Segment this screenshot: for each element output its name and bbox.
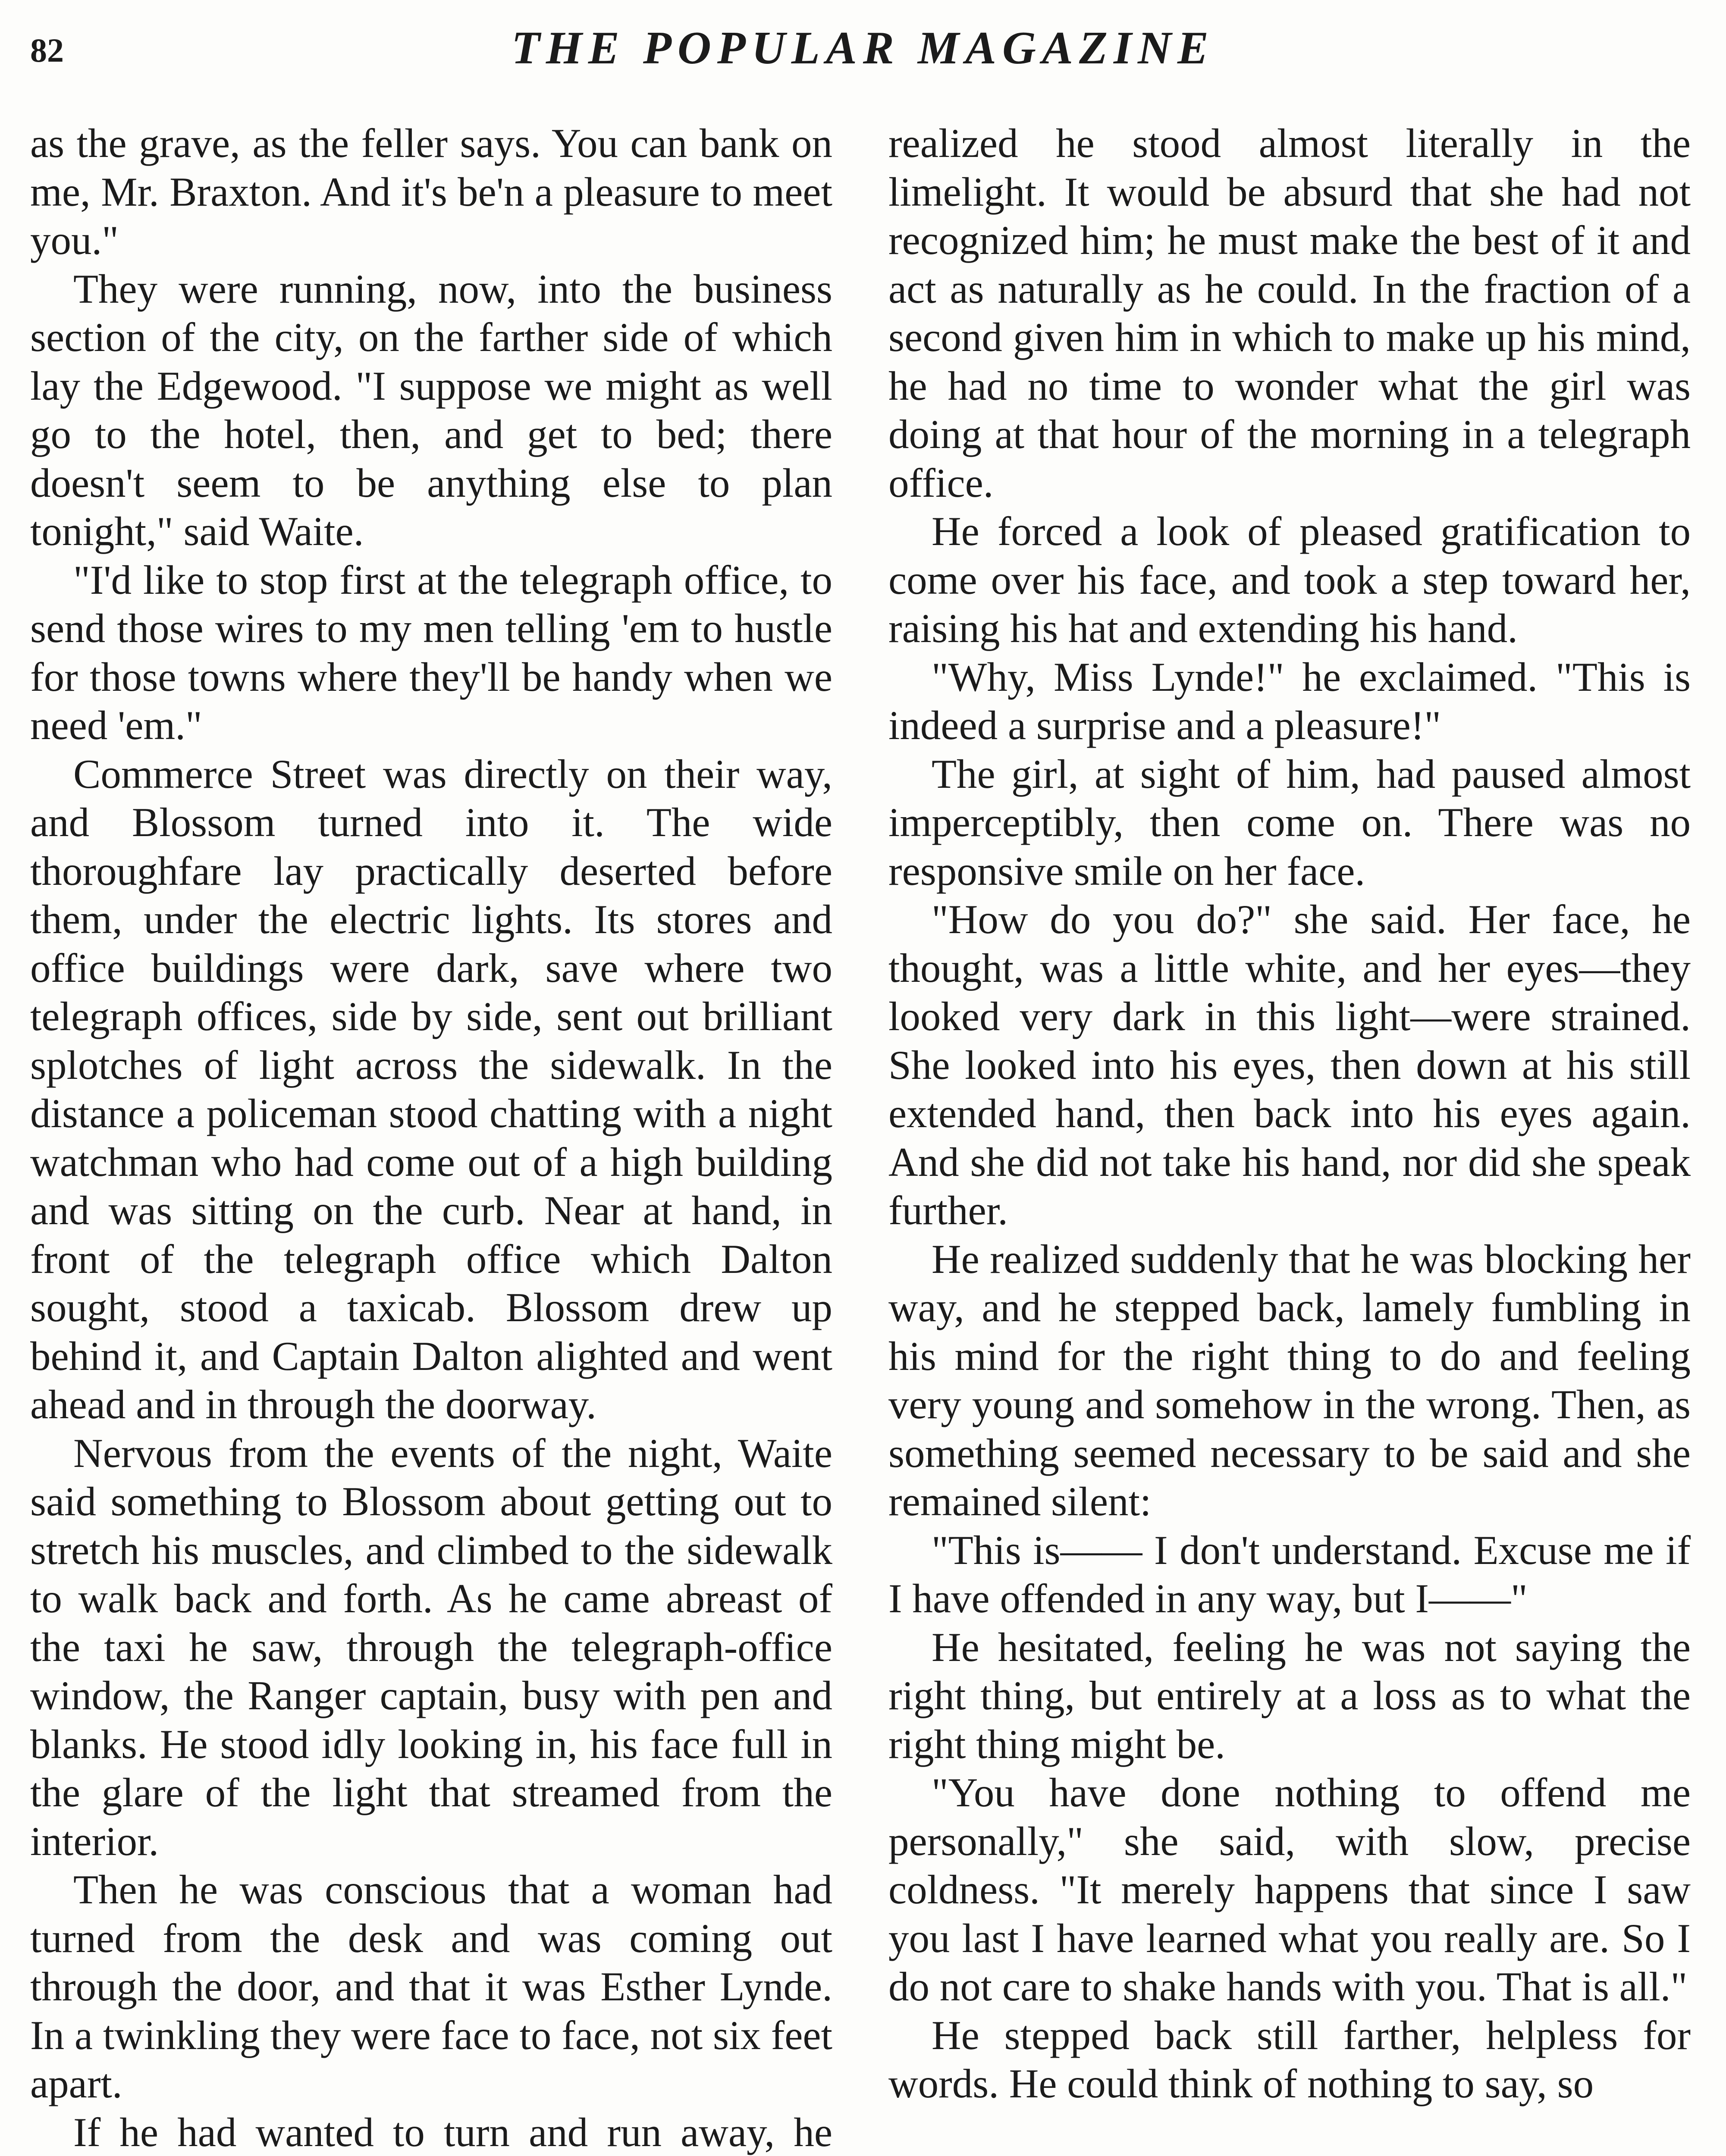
left-column <box>30 119 832 2156</box>
paragraph: "You have done nothing to offend me personally," she said, with slow, precise coldness. "It merely happens that since I saw you last I have learned what you really are. So I do not care to shake hands with you. That is all." <box>888 1770 1691 2009</box>
paragraph: Then he was conscious that a woman had turned from the desk and was coming out through the door, and that it was Esther Lynde. In a twinkling they were face to face, not six feet apart. <box>30 1867 832 2106</box>
paragraph: "How do you do?" she said. Her face, he thought, was a little white, and her eyes—they looked very dark in this light—were strained. She looked into his eyes, then down at his still extended hand, then back into his eyes again. And she did not take his hand, nor did she speak further. <box>888 896 1691 1233</box>
paragraph: He hesitated, feeling he was not saying the right thing, but entirely at a loss as to what the right thing might be. <box>888 1624 1691 1767</box>
paragraph: as the grave, as the feller says. You can bank on me, Mr. Braxton. And it's be'n a pleasure to meet you." <box>30 120 832 263</box>
paragraph: They were running, now, into the business section of the city, on the farther side of which lay the Edgewood. "I suppose we might as well go to the hotel, then, and get to bed; there doesn't seem to be anything else to plan tonight," said Waite. <box>30 266 832 554</box>
paragraph: The girl, at sight of him, had paused almost imperceptibly, then come on. There was no responsive smile on her face. <box>888 751 1691 894</box>
right-column <box>888 119 1691 2108</box>
paragraph: He stepped back still farther, helpless for words. He could think of nothing to say, so <box>888 2012 1691 2106</box>
paragraph: "Why, Miss Lynde!" he exclaimed. "This is indeed a surprise and a pleasure!" <box>888 654 1691 748</box>
paragraph: Commerce Street was directly on their way, and Blossom turned into it. The wide thoroughfare lay practically deserted before them, under the electric lights. Its stores and office buildings were dark, save where two telegraph offices, side by side, sent out brilliant splotches of light across the sidewalk. In the distance a policeman stood chatting with a night watchman who had come out of a high building and was sitting on the curb. Near at hand, in front of the telegraph office which Dalton sought, stood a taxicab. Blossom drew up behind it, and Captain Dalton alighted and went ahead and in through the doorway. <box>30 751 832 1427</box>
page-header <box>0 0 1726 125</box>
paragraph: "This is—— I don't understand. Excuse me if I have offended in any way, but I——" <box>888 1527 1691 1621</box>
paragraph: Nervous from the events of the night, Waite said something to Blossom about getting out to stretch his muscles, and climbed to the sidewalk to walk back and forth. As he came abreast of the taxi he saw, through the telegraph-office window, the Ranger captain, busy with pen and blanks. He stood idly looking in, his face full in the glare of the light that streamed from the interior. <box>30 1430 832 1864</box>
running-head: THE POPULAR MAGAZINE <box>511 22 1215 74</box>
paragraph: He forced a look of pleased gratification to come over his face, and took a step toward her, raising his hat and extending his hand. <box>888 508 1691 651</box>
paragraph: If he had wanted to turn and run away, he <box>73 2109 832 2155</box>
page-number: 82 <box>30 31 64 69</box>
paragraph: "I'd like to stop first at the telegraph office, to send those wires to my men telling 'em to hustle for those towns where they'll be handy when we need 'em." <box>30 557 832 748</box>
paragraph: realized he stood almost literally in the limelight. It would be absurd that she had not recognized him; he must make the best of it and act as naturally as he could. In the fraction of a second given him in which to make up his mind, he had no time to wonder what the girl was doing at that hour of the morning in a telegraph office. <box>888 120 1691 506</box>
paragraph: He realized suddenly that he was blocking her way, and he stepped back, lamely fumbling in his mind for the right thing to do and feeling very young and somehow in the wrong. Then, as something seemed necessary to be said and she remained silent: <box>888 1236 1691 1524</box>
